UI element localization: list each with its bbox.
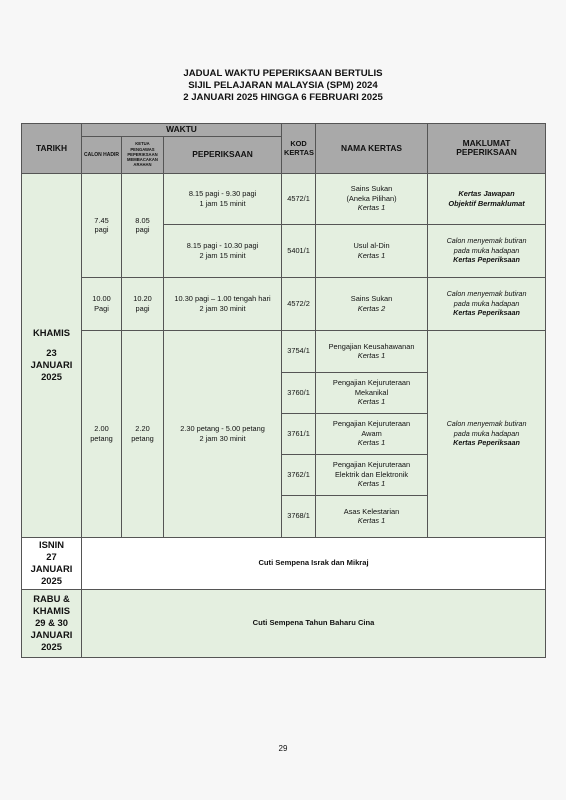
paper-name: Usul al-Din Kertas 1 [316,224,428,277]
header-kod-kertas: KOD KERTAS [282,124,316,174]
paper-name: Sains Sukan (Aneka Pilihan) Kertas 1 [316,173,428,224]
paper-name: Pengajian Kejuruteraan Awam Kertas 1 [316,413,428,454]
title-line-1: JADUAL WAKTU PEPERIKSAAN BERTULIS [183,68,383,79]
header-peperiksaan: PEPERIKSAAN [164,136,282,173]
exam-time: 8.15 pagi - 10.30 pagi 2 jam 15 minit [164,224,282,277]
table-row [22,173,546,224]
table-row [22,277,546,330]
exam-time: 8.15 pagi - 9.30 pagi 1 jam 15 minit [164,173,282,224]
calon-hadir-time: 10.00 Pagi [82,277,122,330]
title-line-3: 2 JANUARI 2025 HINGGA 6 FEBRUARI 2025 [183,92,383,103]
holiday-text: Cuti Sempena Israk dan Mikraj [82,537,546,589]
holiday-row [22,589,546,657]
exam-info: Calon menyemak butiran pada muka hadapan Kertas Peperiksaan [428,224,546,277]
header-ketua-pengawas: KETUA PENGAWAS PEPERIKSAAN MEMBACAKAN ARAHAN [122,136,164,173]
header-nama-kertas: NAMA KERTAS [316,124,428,174]
header-row-1 [22,124,546,137]
holiday-text: Cuti Sempena Tahun Baharu Cina [82,589,546,657]
paper-code: 3754/1 [282,330,316,372]
paper-code: 3762/1 [282,454,316,495]
paper-code: 3761/1 [282,413,316,454]
day-month: JANUARI [30,359,73,370]
exam-info: Kertas Jawapan Objektif Bermaklumat [428,173,546,224]
header-calon-hadir: CALON HADIR [82,136,122,173]
exam-info: Calon menyemak butiran pada muka hadapan Kertas Peperiksaan [428,330,546,537]
page-number: 29 [278,744,288,753]
header-tarikh: TARIKH [22,124,82,174]
paper-name: Pengajian Keusahawanan Kertas 1 [316,330,428,372]
holiday-row [22,537,546,589]
date-cell [22,173,82,537]
ketua-pengawas-time: 8.05 pagi [122,173,164,277]
header-maklumat: MAKLUMAT PEPERIKSAAN [428,124,546,174]
exam-time: 10.30 pagi – 1.00 tengah hari 2 jam 30 minit [164,277,282,330]
day-date: 23 [46,347,57,358]
document-title [0,68,566,104]
day-year: 2025 [41,371,62,382]
exam-timetable [21,123,546,658]
paper-name: Pengajian Kejuruteraan Elektrik dan Elektronik Kertas 1 [316,454,428,495]
holiday-date: ISNIN 27 JANUARI 2025 [22,537,82,589]
exam-info: Calon menyemak butiran pada muka hadapan Kertas Peperiksaan [428,277,546,330]
header-waktu: WAKTU [82,124,282,137]
table-row [22,330,546,372]
ketua-pengawas-time: 2.20 petang [122,330,164,537]
paper-name: Pengajian Kejuruteraan Mekanikal Kertas 1 [316,372,428,413]
ketua-pengawas-time: 10.20 pagi [122,277,164,330]
paper-code: 5401/1 [282,224,316,277]
calon-hadir-time: 2.00 petang [82,330,122,537]
exam-time: 2.30 petang - 5.00 petang 2 jam 30 minit [164,330,282,537]
title-line-2: SIJIL PELAJARAN MALAYSIA (SPM) 2024 [188,80,378,91]
holiday-date: RABU & KHAMIS 29 & 30 JANUARI 2025 [22,589,82,657]
paper-code: 4572/2 [282,277,316,330]
paper-name: Sains Sukan Kertas 2 [316,277,428,330]
paper-code: 3760/1 [282,372,316,413]
paper-name: Asas Kelestarian Kertas 1 [316,495,428,537]
paper-code: 3768/1 [282,495,316,537]
calon-hadir-time: 7.45 pagi [82,173,122,277]
paper-code: 4572/1 [282,173,316,224]
day-name: KHAMIS [33,327,70,338]
